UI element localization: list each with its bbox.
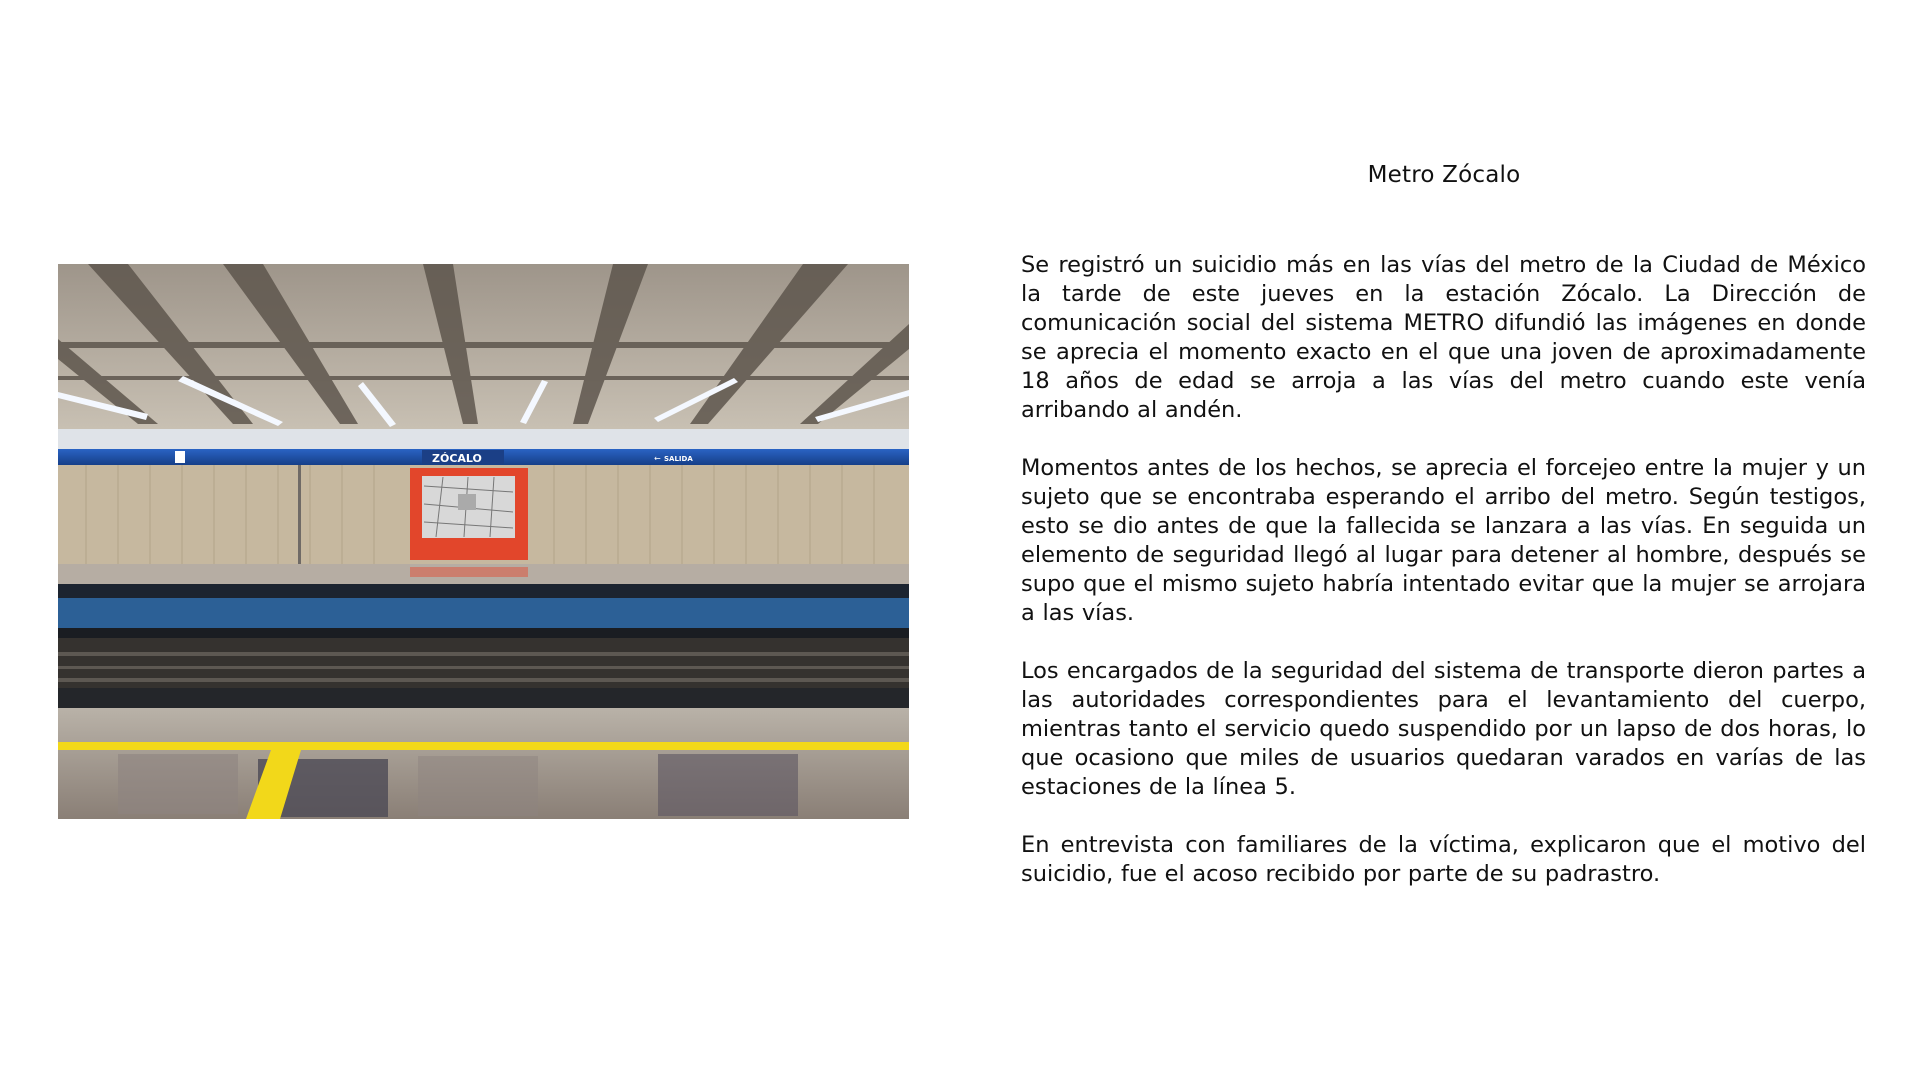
floor-tiles [118, 754, 798, 817]
poster-reflection [410, 567, 528, 577]
track-wall-blue [58, 598, 909, 628]
article-body [1021, 251, 1866, 918]
platform-pole [298, 465, 301, 565]
wall-top [58, 429, 909, 449]
track-edge [58, 688, 909, 708]
paragraph: Se registró un suicidio más en las vías del metro de la Ciudad de México la tarde de este jueves en la estación Zócalo. La Dirección de comunicación social del sistema METRO difundió las imágenes en donde se aprecia el momento exacto en el que una joven de aproximadamente 18 años de edad se arroja a las vías del metro cuando este venía arribando al andén. [1021, 252, 1866, 423]
page-title: Metro Zócalo [1367, 162, 1521, 188]
paragraph: En entrevista con familiares de la víctima, explicaron que el motivo del suicidio, fue el acoso recibido por parte de su padrastro. [1021, 832, 1866, 887]
warning-stripe [58, 742, 909, 750]
metro-platform-photo [58, 264, 909, 819]
paragraph: Momentos antes de los hechos, se aprecia el forcejeo entre la mujer y un sujeto que se encontraba esperando el arribo del metro. Según testigos, esto se dio antes de que la fallecida se lanzara a las vías. En seguida un elemento de seguridad llegó al lugar para detener al hombre, después se supo que el mismo sujeto habría intentado evitar que la mujer se arrojara a las vías. [1021, 455, 1866, 626]
metro-logo-icon [175, 451, 185, 463]
platform-edge-shadow [58, 584, 909, 598]
station-sign-text: ZÓCALO [432, 452, 482, 465]
paragraph: Los encargados de la seguridad del sistema de transporte dieron partes a las autoridades correspondientes para el levantamiento del cuerpo, mientras tanto el servicio quedo suspendido por un lapso de dos horas, lo que ocasiono que miles de usuarios quedaran varados en varías de las estaciones de la línea 5. [1021, 658, 1866, 800]
track-rail [58, 628, 909, 638]
exit-sign-text: SALIDA [664, 455, 693, 463]
poster-map-square [458, 494, 476, 510]
metro-platform-illustration [58, 264, 909, 819]
exit-arrow-icon: ← [654, 454, 661, 463]
